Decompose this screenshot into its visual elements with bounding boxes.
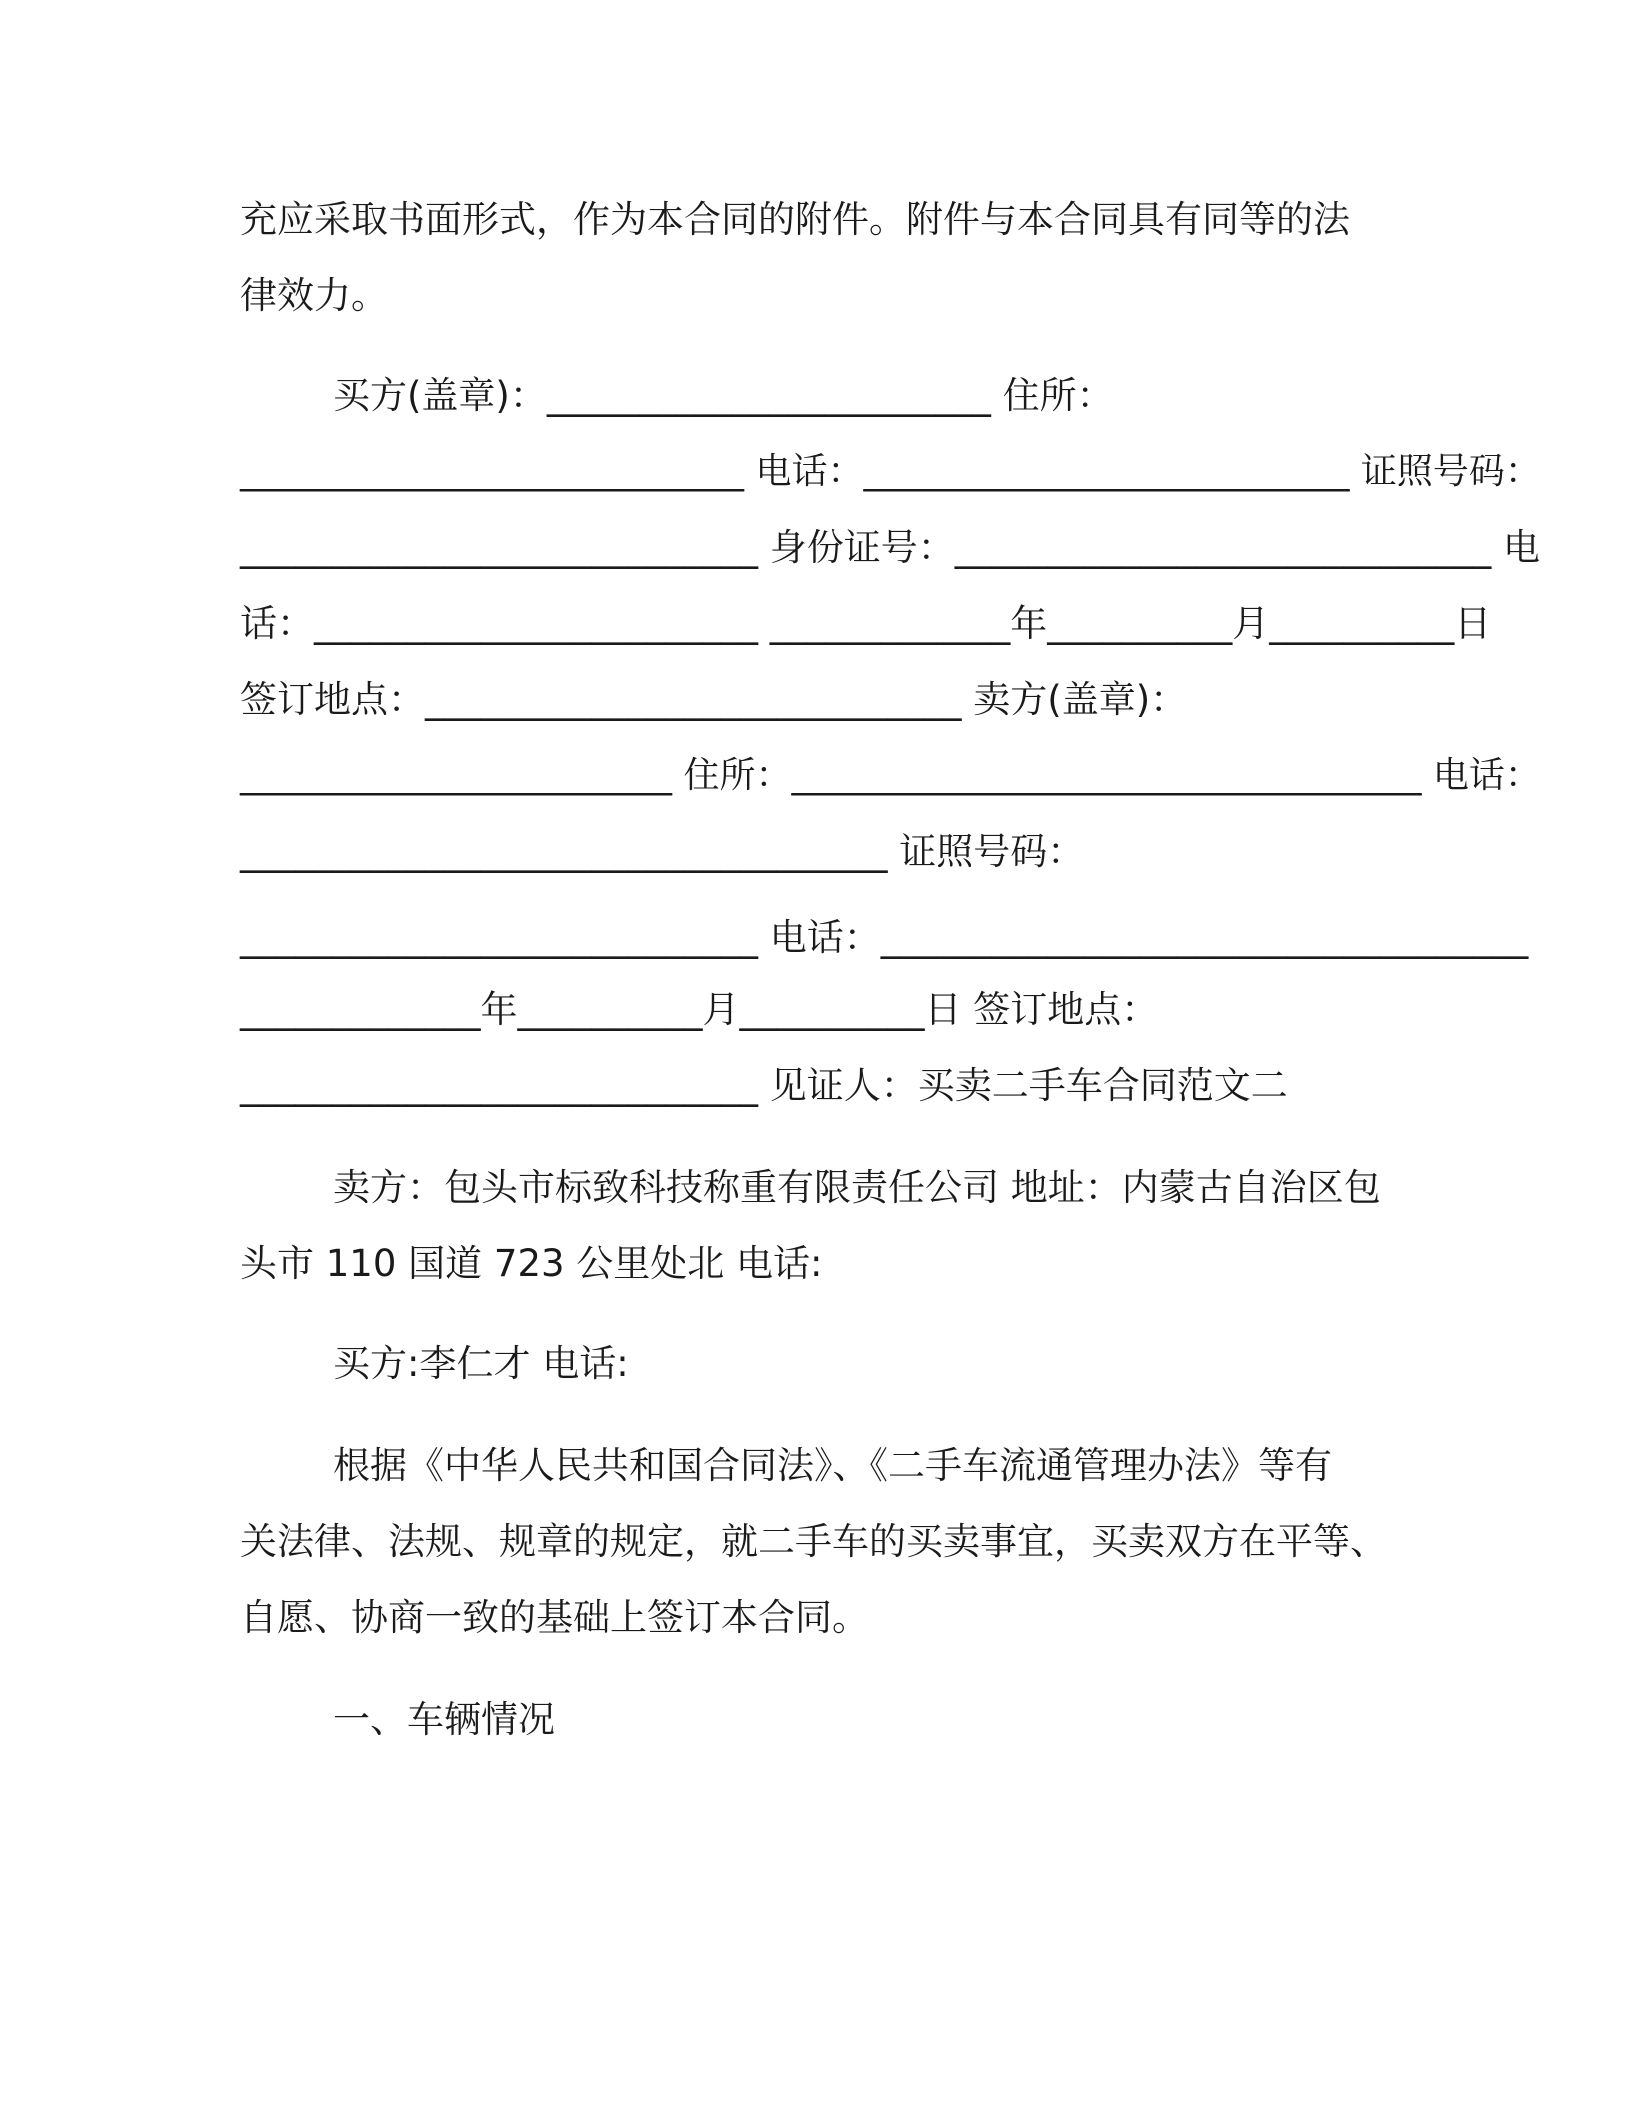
form-line: _____________年__________月__________日 签订地点： xyxy=(240,988,1159,1031)
paragraph-line: 自愿、协商一致的基础上签订本合同。 xyxy=(240,1596,869,1639)
paragraph-line: 充应采取书面形式，作为本合同的附件。附件与本合同具有同等的法 xyxy=(240,198,1350,241)
section-heading: 一、车辆情况 xyxy=(333,1698,555,1741)
paragraph-line: 关法律、法规、规章的规定，就二手车的买卖事宜，买卖双方在平等、 xyxy=(240,1520,1387,1563)
form-line: 签订地点：_____________________________ 卖方(盖章)： xyxy=(240,678,1188,721)
paragraph-line: 根据《中华人民共和国合同法》、《二手车流通管理办法》等有 xyxy=(333,1444,1332,1487)
form-line: ____________________________ 见证人：买卖二手车合同范文二 xyxy=(240,1064,1288,1107)
form-line: ____________________________ 电话：___________________________ 证照号码： xyxy=(240,451,1541,492)
form-line: 话：________________________ _____________年__________月__________日 xyxy=(240,602,1492,645)
form-line: ____________________________ 电话：___________________________________ xyxy=(240,916,1529,959)
paragraph-line: 律效力。 xyxy=(240,274,388,317)
form-line: ________________________ 住所：___________________________________ 电话： xyxy=(240,755,1541,796)
form-line: ___________________________________ 证照号码： xyxy=(240,830,1085,873)
buyer-seal-line: 买方(盖章)：________________________ 住所： xyxy=(333,374,1114,417)
seller-address-line: 头市 110 国道 723 公里处北 电话: xyxy=(240,1242,823,1285)
form-line: ____________________________ 身份证号：_____________________________ 电 xyxy=(240,526,1541,569)
seller-line: 卖方：包头市标致科技称重有限责任公司 地址：内蒙古自治区包 xyxy=(333,1166,1381,1209)
buyer-line: 买方:李仁才 电话: xyxy=(333,1342,629,1385)
